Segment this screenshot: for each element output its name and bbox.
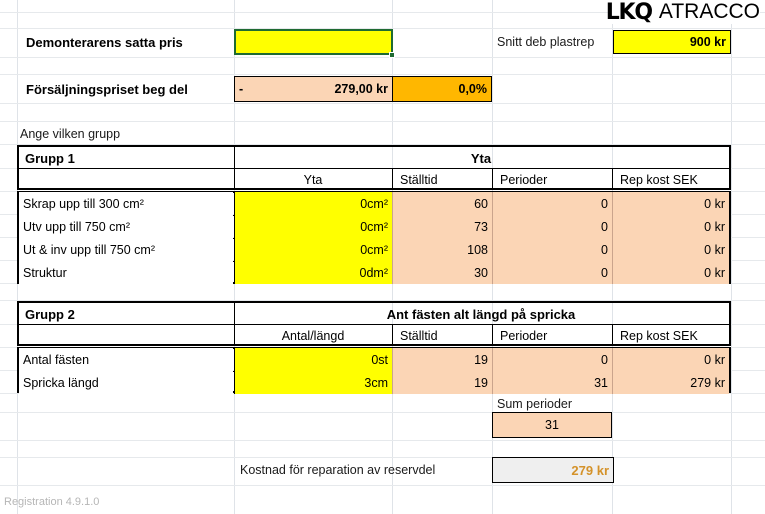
column-separator xyxy=(612,348,613,394)
group1-title: Grupp 1 xyxy=(25,150,75,166)
repair-cost-label: Kostnad för reparation av reservdel xyxy=(240,463,436,477)
avg-plastic-repair-label: Snitt deb plastrep xyxy=(497,35,595,49)
group2-row-stalltid: 19 xyxy=(392,348,492,371)
group2-row-perioder: 31 xyxy=(492,371,612,394)
group2-row-label: Antal fästen xyxy=(19,348,233,371)
status-version-text: Registration 4.9.1.0 xyxy=(4,496,100,508)
group1-row-repkost: 0 kr xyxy=(612,192,729,215)
sale-price-sign: - xyxy=(239,81,244,96)
column-separator xyxy=(492,348,493,394)
repair-cost-value: 279 kr xyxy=(492,457,614,483)
group2-row-perioder: 0 xyxy=(492,348,612,371)
group1-row-perioder: 0 xyxy=(492,192,612,215)
group2-row-input[interactable]: 0st xyxy=(234,348,392,371)
group2-heading: Ant fästen alt längd på spricka xyxy=(386,306,576,322)
group1-heading: Yta xyxy=(470,150,492,166)
column-separator-main xyxy=(234,192,235,284)
group1-row-perioder: 0 xyxy=(492,261,612,284)
group2-row-repkost: 0 kr xyxy=(612,348,729,371)
group1-row-input[interactable]: 0cm² xyxy=(234,192,392,215)
group-hint-label: Ange vilken grupp xyxy=(20,127,121,141)
group1-row-perioder: 0 xyxy=(492,238,612,261)
group1-col-header-perioder: Perioder xyxy=(500,172,548,187)
sale-price-value: 279,00 kr xyxy=(334,81,388,96)
avg-plastic-repair-value[interactable]: 900 kr xyxy=(613,30,731,54)
group1-row-perioder: 0 xyxy=(492,215,612,238)
group1-col-header-stalltid: Ställtid xyxy=(400,172,438,187)
group1-row-label: Skrap upp till 300 cm² xyxy=(19,192,233,215)
group1-col-header-repkost: Rep kost SEK xyxy=(620,172,698,187)
group1-row-label: Utv upp till 750 cm² xyxy=(19,215,233,238)
group2-col-header-antal: Antal/längd xyxy=(281,328,345,343)
column-separator-main xyxy=(234,348,235,394)
group2-row-label: Spricka längd xyxy=(19,371,233,394)
logo-lkq-text: LKQ xyxy=(605,0,652,25)
sum-periods-value: 31 xyxy=(492,412,612,438)
column-separator xyxy=(392,192,393,284)
group1-col-header-yta: Yta xyxy=(303,172,323,187)
sale-price-cell[interactable] xyxy=(234,76,393,102)
group1-row-stalltid: 60 xyxy=(392,192,492,215)
column-separator xyxy=(612,192,613,284)
sale-price-percent[interactable]: 0,0% xyxy=(392,76,492,102)
group1-row-input[interactable]: 0cm² xyxy=(234,238,392,261)
logo-atracco-text: ATRACCO xyxy=(658,0,760,23)
lkq-atracco-logo xyxy=(605,0,760,25)
column-separator xyxy=(392,348,393,394)
dismantler-price-value xyxy=(236,31,391,53)
group1-row-label: Struktur xyxy=(19,261,233,284)
group1-row-repkost: 0 kr xyxy=(612,215,729,238)
sum-periods-label: Sum perioder xyxy=(497,397,573,411)
dismantler-price-label: Demonterarens satta pris xyxy=(26,34,183,50)
group1-row-repkost: 0 kr xyxy=(612,238,729,261)
group2-row-repkost: 279 kr xyxy=(612,371,729,394)
column-separator xyxy=(492,192,493,284)
group1-row-stalltid: 108 xyxy=(392,238,492,261)
group1-row-input[interactable]: 0cm² xyxy=(234,215,392,238)
group2-row-input[interactable]: 3cm xyxy=(234,371,392,394)
group2-row-stalltid: 19 xyxy=(392,371,492,394)
group2-col-header-stalltid: Ställtid xyxy=(400,328,438,343)
sale-price-label: Försäljningspriset beg del xyxy=(26,82,188,97)
group2-col-header-perioder: Perioder xyxy=(500,328,548,343)
group1-row-input[interactable]: 0dm² xyxy=(234,261,392,284)
group1-row-stalltid: 30 xyxy=(392,261,492,284)
group2-title: Grupp 2 xyxy=(25,306,75,322)
group1-row-stalltid: 73 xyxy=(392,215,492,238)
group1-row-repkost: 0 kr xyxy=(612,261,729,284)
group1-row-label: Ut & inv upp till 750 cm² xyxy=(19,238,233,261)
group2-col-header-repkost: Rep kost SEK xyxy=(620,328,698,343)
